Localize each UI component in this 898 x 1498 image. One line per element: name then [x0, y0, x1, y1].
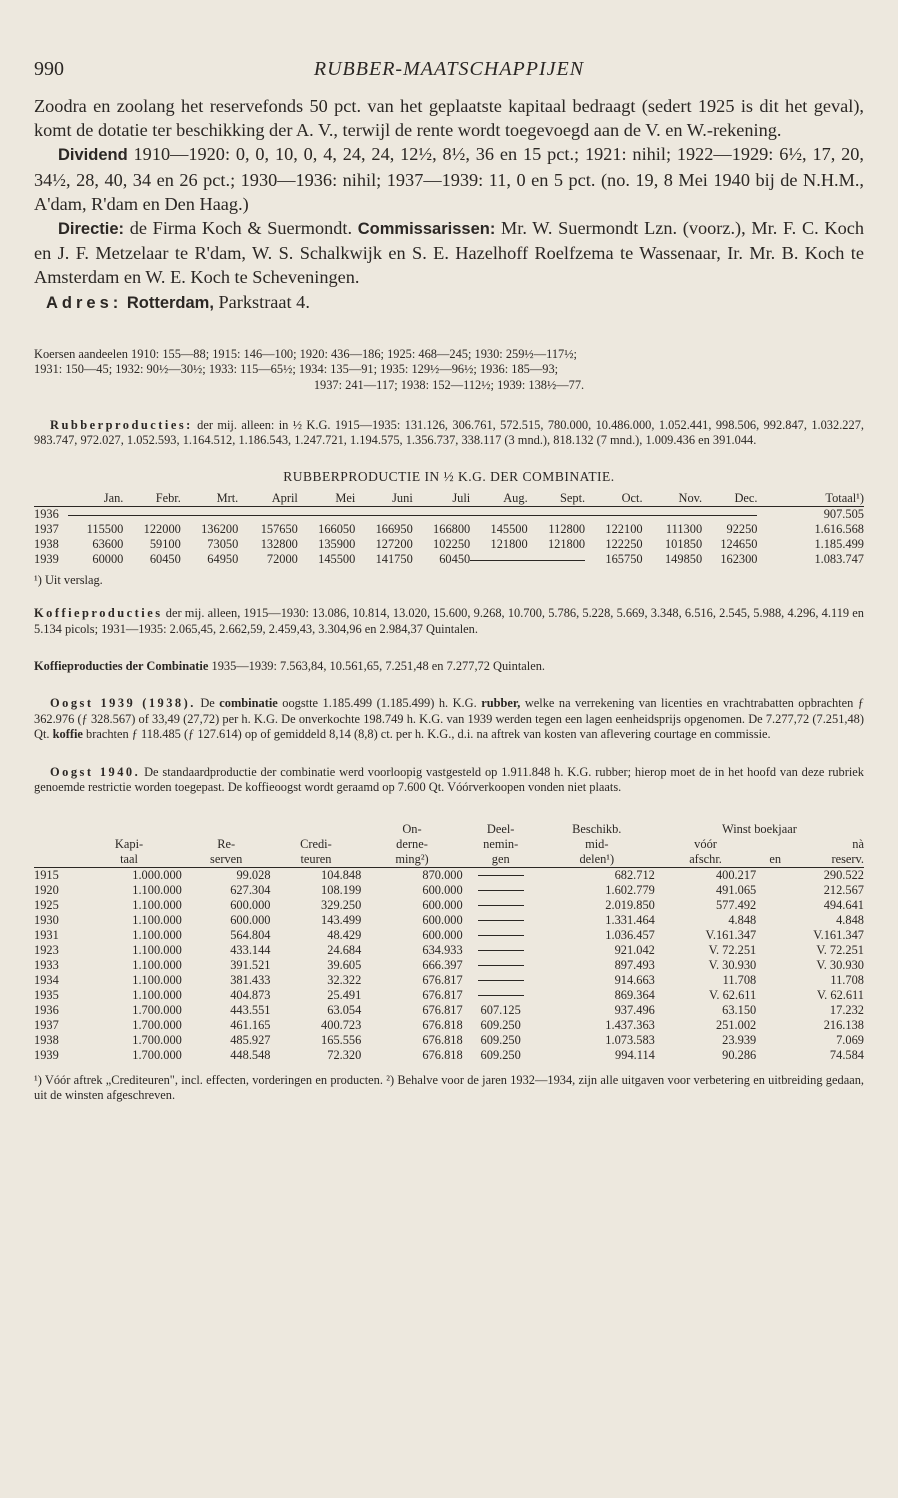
header-line: ming²)	[395, 851, 429, 866]
table-row	[34, 867, 864, 883]
total-cell: 907.505	[823, 506, 864, 521]
month-header: Mei	[335, 490, 356, 505]
year-cell: 1938	[34, 1032, 59, 1047]
header-line: reserv.	[831, 851, 864, 866]
year-cell: 1937	[34, 1017, 59, 1032]
year-cell: 1931	[34, 927, 59, 942]
spacer-cell	[756, 883, 794, 898]
deelneming-header	[463, 822, 539, 868]
year-cell: 1939	[34, 551, 59, 566]
koersen-section	[34, 347, 864, 393]
table-cell: 64950	[207, 551, 239, 566]
header-line: Deel-	[486, 821, 515, 836]
table-cell: 59100	[149, 536, 181, 551]
dash-line	[478, 965, 524, 966]
header-line: Credi-	[300, 836, 332, 851]
table-cell: 143.499	[321, 912, 362, 927]
oogst-1940-text: De standaardproductie der combinatie werd voorloopig vastgesteld op 1.911.848 h. K.G. rubber; hierop moet de in het hoofd van deze rubriek genoemde restrictie worden toegepast. De koffieoogst wordt geraamd op 7.600 Qt. Vóórverkoopen vonden niet plaats.	[34, 764, 864, 795]
fin-table-footnote: ¹) Vóór aftrek „Crediteuren", incl. effecten, vorderingen en producten. ²) Behalve voor de jaren 1932—1934, zijn alle uitgaven voor verbetering en uitbreiding gedaan, uit de winsten afgeschreven.	[34, 1072, 864, 1102]
table-cell: 63.054	[327, 1002, 362, 1017]
table-row	[34, 928, 864, 943]
dash-cell	[463, 928, 539, 943]
table-cell: 121800	[490, 536, 528, 551]
table-cell: 4.848	[836, 912, 864, 927]
spacer-cell	[756, 913, 794, 928]
table-cell: V. 30.930	[816, 957, 864, 972]
table-cell: 676.817	[422, 1002, 463, 1017]
table-cell: 676.817	[422, 987, 463, 1002]
na-reserv-header	[794, 837, 864, 868]
dash-line	[478, 995, 524, 996]
total-header: Totaal¹)	[825, 490, 864, 505]
month-header: Nov.	[678, 490, 703, 505]
koffieproducties-section	[34, 606, 864, 637]
table-cell: 132800	[260, 536, 298, 551]
table-cell: 666.397	[422, 957, 463, 972]
adres-label: Adres:	[46, 293, 123, 312]
header-line: delen¹)	[579, 851, 615, 866]
table-cell: 149850	[664, 551, 703, 566]
month-header: Mrt.	[216, 490, 239, 505]
table-cell: 1.700.000	[132, 1032, 182, 1047]
table-cell: 1.100.000	[132, 912, 182, 927]
table-cell: 1.700.000	[132, 1047, 182, 1062]
table-row	[34, 988, 864, 1003]
table-cell: 1.100.000	[132, 927, 182, 942]
table-cell: V. 72.251	[708, 942, 757, 957]
table-cell: 25.491	[327, 987, 362, 1002]
table-row	[34, 973, 864, 988]
year-cell: 1935	[34, 987, 59, 1002]
reserven-header	[182, 822, 271, 868]
table-cell: 122000	[143, 521, 181, 536]
table-cell: 682.712	[614, 867, 655, 882]
page-header	[34, 58, 864, 94]
table-cell: 102250	[433, 536, 471, 551]
table-row	[34, 1018, 864, 1033]
header-line: Re-	[217, 836, 236, 851]
header-line: nemin-	[483, 836, 519, 851]
rubber-table-header	[34, 491, 864, 507]
table-cell: 23.939	[722, 1032, 757, 1047]
oogst-1939-koffie: koffie	[52, 727, 83, 742]
table-cell: 60450	[439, 551, 471, 566]
rubberproducties-label: Rubberproducties:	[50, 418, 193, 433]
table-cell: 136200	[201, 521, 239, 536]
beschikbaar-header	[539, 822, 655, 868]
table-cell: 145500	[318, 551, 356, 566]
rubberproducties-section	[34, 418, 864, 449]
table-cell: 994.114	[615, 1047, 655, 1062]
table-cell: 391.521	[230, 957, 271, 972]
dash-cell	[463, 898, 539, 913]
header-line: Kapi-	[114, 836, 144, 851]
table-cell: 609.250	[480, 1032, 521, 1047]
oogst-1939-label: Oogst 1939 (1938).	[50, 696, 196, 711]
table-cell: 1.000.000	[132, 867, 182, 882]
koffie-combinatie-text: 1935—1939: 7.563,84, 10.561,65, 7.251,48 en 7.277,72 Quintalen.	[211, 659, 545, 674]
table-cell: 1.100.000	[132, 972, 182, 987]
year-cell: 1925	[34, 897, 59, 912]
table-cell: 1.700.000	[132, 1017, 182, 1032]
commissarissen-label: Commissarissen:	[357, 220, 496, 239]
table-cell: 90.286	[722, 1047, 757, 1062]
spacer-cell	[756, 958, 794, 973]
month-header: Sept.	[559, 490, 586, 505]
header-line: vóór	[694, 836, 717, 851]
table-cell: 494.641	[823, 897, 864, 912]
table-cell: 165.556	[321, 1032, 362, 1047]
table-cell: 124650	[720, 536, 758, 551]
table-cell: 404.873	[230, 987, 271, 1002]
table-cell: 166050	[318, 521, 356, 536]
oogst-1939-text: oogstte 1.185.499 (1.185.499) h. K.G.	[282, 696, 477, 711]
year-cell: 1937	[34, 521, 59, 536]
table-cell: 381.433	[230, 972, 271, 987]
table-cell: 24.684	[327, 942, 362, 957]
dash-cell	[463, 973, 539, 988]
spacer-cell	[756, 1003, 794, 1018]
table-cell: 63.150	[722, 1002, 757, 1017]
table-cell: 135900	[318, 536, 356, 551]
year-cell: 1939	[34, 1047, 59, 1062]
koffie-combinatie-section	[34, 659, 864, 674]
table-cell: 39.605	[327, 957, 362, 972]
koffie-combinatie-label: Koffieproducties der Combinatie	[34, 659, 209, 674]
month-header: Febr.	[155, 490, 181, 505]
directie-paragraph	[34, 216, 864, 290]
oogst-1939-text: De	[200, 696, 215, 711]
table-cell: 7.069	[836, 1032, 864, 1047]
rubber-table-footnote: ¹) Uit verslag.	[34, 572, 103, 587]
koffieproducties-text: der mij. alleen, 1915—1930: 13.086, 10.814, 13.020, 15.600, 9.268, 10.700, 5.786, 5.228, 5.669, 3.348, 6.516, 2.545, 5.988, 4.296, 4.119 en 5.134 picols; 1931—1935: 2.065,45, 2.662,59, 2.459,43, 3.304,96 en 2.984,37 Quintalen.	[34, 606, 864, 636]
table-cell: 101850	[664, 536, 703, 551]
table-cell: 122100	[605, 521, 643, 536]
rubberproducties-paragraph	[34, 418, 864, 449]
header-line: Beschikb.	[572, 821, 622, 836]
table-cell: 1.602.779	[605, 882, 655, 897]
spacer-cell	[756, 898, 794, 913]
table-cell: 166950	[375, 521, 413, 536]
crediteuren-header	[271, 822, 362, 868]
table-cell: 1.437.363	[605, 1017, 655, 1032]
table-cell: 564.804	[230, 927, 271, 942]
koersen-line: 1931: 150—45; 1932: 90½—30½; 1933: 115—65½; 1934: 135—91; 1935: 129½—96½; 1936: 185—93;	[34, 362, 559, 377]
table-cell: 11.708	[722, 972, 757, 987]
dash-line	[478, 920, 524, 921]
table-row	[34, 1033, 864, 1048]
fin-table-header-1	[34, 822, 864, 837]
dash-cell	[463, 883, 539, 898]
header-line: taal	[120, 851, 138, 866]
adres-street: Parkstraat 4.	[218, 291, 310, 312]
page-number: 990	[34, 58, 64, 80]
month-header: April	[271, 490, 298, 505]
spacer-cell	[756, 867, 794, 883]
koffie-combinatie-paragraph	[34, 659, 864, 674]
year-cell: 1915	[34, 867, 59, 882]
financial-table	[34, 822, 864, 1063]
header-line: mid-	[585, 836, 609, 851]
dash-line	[478, 950, 524, 951]
table-cell: 1.100.000	[132, 882, 182, 897]
table-cell: 448.548	[230, 1047, 271, 1062]
table-cell: 897.493	[614, 957, 655, 972]
oogst-1939-text: welke na verrekening van licenties en vrachtrabatten opbrachten ƒ 362.976 (ƒ 328.567) of 33,49 (27,72) per h. K.G. De onverkochte 198.749 h. K.G. van 1939 werden tegen een lagen eenheidsprijs opgenomen. De 7.277,72 (7.251,48) Qt.	[34, 696, 865, 742]
dash-line	[478, 980, 524, 981]
fin-table-body	[34, 867, 864, 1063]
header-line: nà	[852, 836, 864, 851]
dash-line	[478, 875, 524, 876]
table-cell: 11.708	[830, 972, 864, 987]
table-row	[34, 913, 864, 928]
dividend-label: Dividend	[58, 146, 128, 165]
table-cell: 108.199	[321, 882, 362, 897]
page	[34, 58, 864, 1103]
total-cell: 1.083.747	[814, 551, 864, 566]
spacer-cell	[756, 928, 794, 943]
table-cell: 1.100.000	[132, 897, 182, 912]
oogst-1939-paragraph	[34, 696, 864, 742]
table-row	[34, 1003, 864, 1018]
header-line: gen	[491, 851, 510, 866]
oogst-1939-section	[34, 696, 864, 742]
rubberproducties-text: der mij. alleen: in ½ K.G. 1915—1935: 131.126, 306.761, 572.515, 780.000, 10.486.000, 1.052.441, 998.506, 992.847, 1.032.227, 983.747, 972.027, 1.052.593, 1.164.512, 1.186.543, 1.247.721, 1.194.575, 1.356.737, 338.117 (3 mnd.), 818.132 (7 mnd.), 1.009.436 en 391.044.	[34, 418, 864, 448]
table-cell: 443.551	[230, 1002, 271, 1017]
oogst-1940-section	[34, 765, 864, 796]
table-cell: 937.496	[614, 1002, 655, 1017]
oogst-1940-paragraph	[34, 765, 864, 796]
table-cell: 607.125	[480, 1002, 521, 1017]
year-cell: 1933	[34, 957, 59, 972]
table-cell: 290.522	[823, 867, 864, 882]
en-header: en	[769, 851, 782, 866]
table-cell: 141750	[375, 551, 413, 566]
table-cell: 600.000	[230, 912, 271, 927]
spacer-cell	[756, 1033, 794, 1048]
table-cell: 676.818	[422, 1047, 463, 1062]
table-cell: 2.019.850	[605, 897, 655, 912]
table-cell: 609.250	[480, 1047, 521, 1062]
table-cell: 166800	[433, 521, 471, 536]
kapitaal-header	[76, 822, 182, 868]
table-cell: 627.304	[230, 882, 271, 897]
table-cell: 600.000	[230, 897, 271, 912]
table-cell: 1.036.457	[605, 927, 655, 942]
table-cell: 609.250	[480, 1017, 521, 1032]
dash-cell	[463, 913, 539, 928]
table-cell: 60000	[92, 551, 124, 566]
table-cell: 72000	[266, 551, 298, 566]
table-cell: 216.138	[823, 1017, 864, 1032]
oogst-1939-combinatie: combinatie	[219, 696, 278, 711]
adres-city: Rotterdam,	[126, 293, 214, 312]
table-cell: 4.848	[728, 912, 757, 927]
spacer-cell	[756, 943, 794, 958]
rubber-table-title: RUBBERPRODUCTIE IN ½ K.G. DER COMBINATIE.	[283, 468, 615, 484]
table-row	[34, 506, 864, 522]
rubber-table-section	[34, 469, 864, 588]
voor-afschr-header	[655, 837, 756, 868]
table-cell: 92250	[726, 521, 758, 536]
header-line: afschr.	[689, 851, 722, 866]
table-cell: 63600	[92, 536, 124, 551]
intro-section	[34, 94, 864, 315]
table-cell: 111300	[665, 521, 703, 536]
table-cell: 485.927	[230, 1032, 271, 1047]
oogst-1939-rubber: rubber,	[481, 696, 521, 711]
koersen-line: Koersen aandeelen 1910: 155—88; 1915: 146—100; 1920: 436—186; 1925: 468—245; 1930: 259½—117½;	[34, 346, 577, 361]
rubber-table	[34, 491, 864, 567]
table-cell: 600.000	[422, 882, 463, 897]
table-cell: 1.100.000	[132, 942, 182, 957]
directie-text: de Firma Koch & Suermondt.	[129, 218, 353, 239]
dash-line	[478, 935, 524, 936]
table-cell: 1.700.000	[132, 1002, 182, 1017]
adres-paragraph	[34, 290, 864, 315]
table-cell: 1.100.000	[132, 987, 182, 1002]
table-cell: 491.065	[715, 882, 757, 897]
spacer-cell	[756, 988, 794, 1003]
table-row	[34, 552, 864, 567]
table-cell: 634.933	[422, 942, 463, 957]
table-cell: 676.818	[422, 1017, 463, 1032]
year-cell: 1934	[34, 972, 59, 987]
table-cell: 127200	[375, 536, 413, 551]
table-cell: 112800	[548, 521, 586, 536]
table-cell: 600.000	[422, 897, 463, 912]
table-cell: 461.165	[230, 1017, 271, 1032]
table-cell: 17.232	[829, 1002, 864, 1017]
onderneming-header	[361, 822, 462, 868]
spacer-cell	[756, 973, 794, 988]
table-cell: 600.000	[422, 912, 463, 927]
table-row	[34, 883, 864, 898]
winst-header: Winst boekjaar	[722, 821, 797, 836]
table-cell: V. 30.930	[708, 957, 757, 972]
commissarissen-text: Mr. W. Suermondt Lzn. (voorz.), Mr. F. C. Koch en J. F. Metzelaar te R'dam, W. S. Schalkwijk en S. E. Hazelhoff Roelfzema te Wassenaar, Ir. Mr. B. Koch te Amsterdam en W. E. Koch te Scheveningen.	[34, 218, 865, 288]
table-cell: 212.567	[823, 882, 864, 897]
year-cell: 1936	[34, 506, 59, 521]
running-title: RUBBER-MAATSCHAPPIJEN	[313, 58, 585, 80]
year-cell: 1930	[34, 912, 59, 927]
oogst-1939-text: brachten ƒ 118.485 (ƒ 127.614) op of gemiddeld 8,14 (8,8) ct. per h. K.G., d.i. na aftrek van kosten van aflevering courtage en commissie.	[86, 727, 771, 742]
table-cell: V. 72.251	[816, 942, 864, 957]
month-header: Dec.	[734, 490, 758, 505]
table-cell: 676.818	[422, 1032, 463, 1047]
reservefonds-paragraph: Zoodra en zoolang het reservefonds 50 pct. van het geplaatste kapitaal bedraagt (sedert 1925 is dit het geval), komt de dotatie ter beschikking der A. V., terwijl de rente wordt toegevoegd aan de V. en W.-rekening.	[34, 96, 864, 141]
table-cell: 72.320	[327, 1047, 362, 1062]
table-cell: 869.364	[614, 987, 655, 1002]
table-cell: 162300	[720, 551, 758, 566]
table-cell: 104.848	[321, 867, 362, 882]
table-cell: 115500	[86, 521, 124, 536]
month-header: Jan.	[103, 490, 124, 505]
month-header: Juni	[392, 490, 413, 505]
table-cell: 99.028	[236, 867, 271, 882]
header-line: derne-	[396, 836, 428, 851]
koffieproducties-label: Koffieproducties	[34, 606, 163, 621]
table-cell: V. 62.611	[709, 987, 757, 1002]
table-cell: 433.144	[230, 942, 271, 957]
year-cell: 1938	[34, 536, 59, 551]
year-cell: 1923	[34, 942, 59, 957]
table-row	[34, 522, 864, 537]
table-cell: 145500	[490, 521, 528, 536]
table-cell: 60450	[149, 551, 181, 566]
table-row	[34, 943, 864, 958]
month-header: Aug.	[503, 490, 528, 505]
month-header: Juli	[452, 490, 471, 505]
spacer-cell	[756, 1048, 794, 1063]
table-cell: 870.000	[422, 867, 463, 882]
table-row	[34, 537, 864, 552]
table-cell: 921.042	[614, 942, 655, 957]
total-cell: 1.616.568	[814, 521, 864, 536]
table-cell: 251.002	[715, 1017, 757, 1032]
table-cell: 400.723	[321, 1017, 362, 1032]
table-cell: 1.331.464	[605, 912, 655, 927]
table-cell: 73050	[207, 536, 239, 551]
table-cell: 329.250	[321, 897, 362, 912]
table-cell: 121800	[547, 536, 586, 551]
month-header: Oct.	[621, 490, 643, 505]
koffieproducties-paragraph	[34, 606, 864, 637]
dash-line	[478, 890, 524, 891]
year-cell: 1936	[34, 1002, 59, 1017]
directie-label: Directie:	[58, 220, 125, 239]
table-cell: 400.217	[715, 867, 757, 882]
header-line: On-	[402, 821, 422, 836]
oogst-1940-label: Oogst 1940.	[50, 764, 141, 779]
koersen-line: 1937: 241—117; 1938: 152—112½; 1939: 138½—77.	[313, 377, 585, 392]
table-cell: 32.322	[327, 972, 362, 987]
table-cell: 600.000	[422, 927, 463, 942]
year-cell: 1920	[34, 882, 59, 897]
table-cell: 1.100.000	[132, 957, 182, 972]
table-cell: 122250	[605, 536, 643, 551]
table-row	[34, 898, 864, 913]
header-line: teuren	[300, 851, 332, 866]
dash-cell	[463, 988, 539, 1003]
table-row	[34, 1048, 864, 1063]
table-cell: V.161.347	[813, 927, 864, 942]
table-cell: 676.817	[422, 972, 463, 987]
dash-cell	[463, 943, 539, 958]
header-line: serven	[210, 851, 243, 866]
total-cell: 1.185.499	[814, 536, 864, 551]
table-cell: 74.584	[829, 1047, 864, 1062]
table-cell: 914.663	[614, 972, 655, 987]
table-cell: 165750	[605, 551, 643, 566]
table-cell: 157650	[260, 521, 298, 536]
dash-cell	[463, 867, 539, 883]
table-cell: V.161.347	[705, 927, 757, 942]
dividend-text: 1910—1920: 0, 0, 10, 0, 4, 24, 24, 12½, 8½, 36 en 15 pct.; 1921: nihil; 1922—1929: 6½, 17, 20, 34½, 28, 40, 34 en 26 pct.; 1930—1936: nihil; 1937—1939: 11, 0 en 5 pct. (no. 19, 8 Mei 1940 bij de N.H.M., A'dam, R'dam en Den Haag.)	[34, 144, 864, 214]
spacer-cell	[756, 1018, 794, 1033]
table-cell: 1.073.583	[605, 1032, 655, 1047]
dividend-paragraph	[34, 142, 864, 216]
table-cell: 577.492	[715, 897, 757, 912]
table-row	[34, 958, 864, 973]
table-cell: 48.429	[327, 927, 362, 942]
dash-line	[478, 905, 524, 906]
table-cell: V. 62.611	[816, 987, 864, 1002]
dash-cell	[463, 958, 539, 973]
